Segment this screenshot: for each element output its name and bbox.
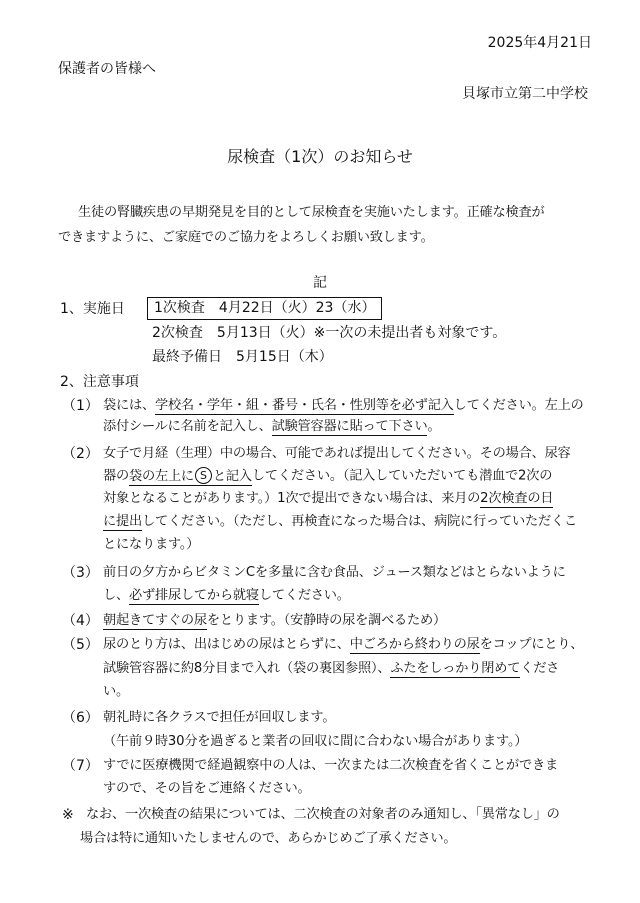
- section2-label: 2、注意事項: [60, 374, 139, 390]
- second-exam-date: 2次検査 5月13日（火）※一次の未提出者も対象です。: [152, 325, 507, 341]
- recipient: 保護者の皆様へ: [58, 61, 156, 77]
- item-5-number: （5）: [62, 637, 99, 653]
- item-3-line-1: 前日の夕方からビタミンCを多量に含む食品、ジュース類などはとらないように: [103, 565, 566, 580]
- item-1-number: （1）: [62, 398, 99, 414]
- item-3-line-2: し、必ず排尿してから就寝してください。: [103, 588, 350, 603]
- item-7-number: （7）: [62, 758, 99, 774]
- item-5-line-3: い。: [103, 684, 129, 699]
- ki-heading: 記: [313, 275, 327, 291]
- item-5-emphasis: 中ごろから終わりの尿: [349, 637, 480, 652]
- note-line-2: 場合は特に通知いたしませんので、あらかじめご了承ください。: [80, 831, 457, 846]
- item-1-emphasis: 学校名・学年・組・番号・氏名・性別等を必ず記入: [154, 398, 454, 413]
- issue-date: 2025年4月21日: [487, 35, 592, 51]
- intro-line-2: できますように、ご家庭でのご協力をよろしくお願い致します。: [58, 230, 434, 245]
- section1-label: 1、実施日: [60, 301, 125, 317]
- item-3-number: （3）: [62, 565, 99, 581]
- item-4-line-1: 朝起きてすぐの尿をとります。（安静時の尿を調べるため）: [103, 613, 447, 628]
- item-7-line-1: すでに医療機関で経過観察中の人は、一次または二次検査を省くことができま: [103, 758, 558, 773]
- item-6-number: （6）: [62, 710, 99, 726]
- item-2-number: （2）: [62, 446, 99, 462]
- item-2-emphasis-3: に提出: [103, 514, 142, 529]
- first-exam-date: 1次検査 4月22日（火）23（水）: [147, 297, 382, 320]
- item-7-line-2: すので、その旨をご連絡ください。: [103, 781, 311, 796]
- item-1-emphasis-2: 試験管容器に貼って下さい: [271, 419, 428, 434]
- item-2-line-1: 女子で月経（生理）中の場合、可能であれば提出してください。その場合、尿容: [103, 446, 571, 461]
- note-line-1: なお、一次検査の結果については、二次検査の対象者のみ通知し、「異常なし」の: [86, 807, 560, 822]
- item-6-line-1: 朝礼時に各クラスで担任が回収します。: [103, 710, 336, 725]
- item-4-number: （4）: [62, 613, 99, 629]
- item-2-line-3: 対象となることがあります。）1次で提出できない場合は、来月の2次検査の日: [103, 491, 554, 506]
- note-mark: ※: [62, 807, 74, 823]
- item-5-emphasis-2: ふたをしっかり閉めて: [390, 661, 521, 676]
- circled-s-mark: S: [195, 467, 212, 484]
- item-1-line-2: 添付シールに名前を記入し、試験管容器に貼って下さい。: [103, 419, 441, 434]
- item-2-line-4: に提出してください。（ただし、再検査になった場合は、病院に行っていただくこ: [103, 514, 577, 529]
- page-title: 尿検査（1次）のお知らせ: [227, 147, 413, 166]
- item-6-line-2: （午前９時30分を過ぎると業者の回収に間に合わない場合があります。）: [103, 734, 528, 749]
- item-5-line-1: 尿のとり方は、出はじめの尿はとらずに、中ごろから終わりの尿をコップにとり、: [103, 637, 584, 652]
- item-5-line-2: 試験管容器に約8分目まで入れ（袋の裏図参照）、ふたをしっかり閉めてくださ: [103, 661, 560, 676]
- item-2-line-2: 器の袋の左上に S と記入してください。（記入していただいても潜血で2次の: [103, 468, 553, 484]
- sender-school: 貝塚市立第二中学校: [462, 86, 588, 102]
- item-2-line-5: とになります。）: [103, 537, 200, 552]
- item-4-emphasis: 朝起きてすぐの尿: [103, 613, 207, 628]
- item-3-emphasis: 必ず排尿してから就寝: [128, 588, 259, 603]
- final-reserve-date: 最終予備日 5月15日（木）: [152, 349, 333, 365]
- item-2-emphasis-2: 2次検査の日: [480, 491, 554, 506]
- item-2-emphasis: 袋の左上に S と記入: [128, 468, 252, 484]
- intro-line-1: 生徒の腎臓疾患の早期発見を目的として尿検査を実施いたします。正確な検査が: [78, 205, 545, 220]
- item-1-line-1: 袋には、学校名・学年・組・番号・氏名・性別等を必ず記入してください。左上の: [103, 398, 584, 413]
